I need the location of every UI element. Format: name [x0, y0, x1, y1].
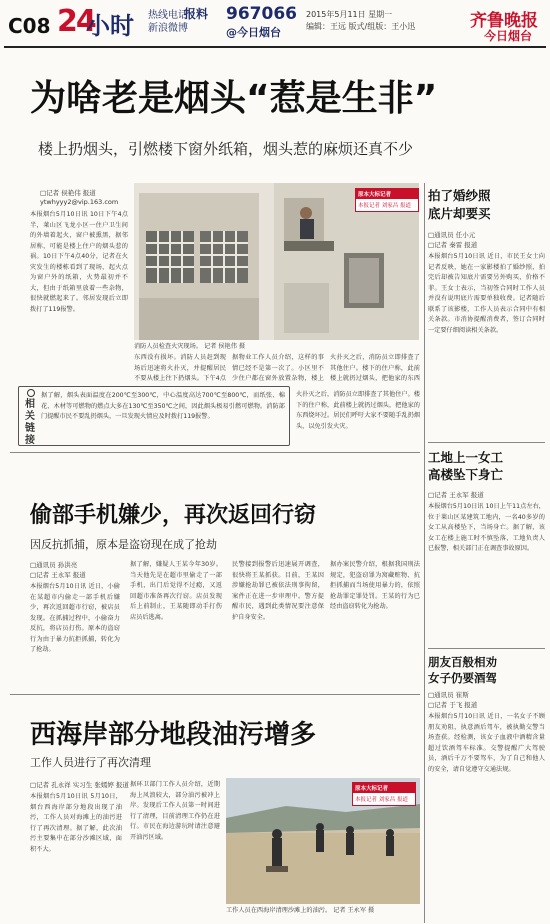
story2-col4: 据办案民警介绍，根据我国刑法规定，犯盗窃罪为窝藏赃物、抗拒抓捕而当场使用暴力的，依照抢劫罪定罪处罚。王某的行为已经由盗窃转化为抢劫。: [330, 561, 420, 610]
side3-byline: □通讯员 崔斯: [428, 691, 469, 699]
related-label: 相关链接: [25, 399, 35, 446]
story3-badge-title: 原本大标记者: [353, 783, 415, 793]
page-code: C08: [8, 14, 51, 38]
issue-date: 2015年5月11日 星期一: [306, 10, 393, 19]
section-name: 今日烟台: [484, 29, 533, 43]
story2-byline: □通讯员 孙洪亮: [30, 561, 78, 569]
side2-headline-1: 工地上一女工: [428, 450, 504, 465]
story1-headline: 为啥老是烟头“惹是生非”: [30, 78, 438, 119]
related-info-box: [18, 386, 290, 446]
story1-photo-caption: 消防人员检查火灾现场。 记者 侯艳伟 摄: [134, 343, 246, 350]
story2-col1: 本报烟台5月10日讯 近日，小偷在某超市内偷走一部手机后嫌少，再次返回超市行窃，被店员发现。在抓捕过程中，小偷奋力反抗，将店员打伤。原本的盗窃行为由于暴力抗拒抓捕，转化为了抢劫。: [30, 583, 120, 653]
hotline-tag: 报料: [184, 7, 209, 21]
side1-byline2: □记者 秦雷 报道: [428, 241, 478, 249]
hotline-label: 热线电话: [148, 10, 188, 21]
story1-subhead: 楼上扔烟头，引燃楼下窗外纸箱，烟头惹的麻烦还真不少: [38, 140, 414, 158]
story-separator-2: [10, 694, 420, 695]
hotline-badge-title: 原本大标记者: [356, 189, 418, 199]
side-separator-2: [428, 648, 545, 649]
weibo-label: 新浪微博: [148, 23, 188, 34]
story3-col2: 据环卫部门工作人员介绍，近期海上风浪较大，部分油污被冲上岸。发现后工作人员第一时间进行了清理，目前清理工作仍在进行。市民在海边游玩时请注意避开油污区域。: [130, 781, 220, 841]
side3-byline2: □记者 于飞 报道: [428, 701, 478, 709]
story1-email: ytwhyyy2@vip.163.com: [40, 198, 119, 206]
story2-col2: 据了解，嫌疑人王某今年30岁。当天他先是在超市里偷走了一部手机，出门后觉得不过瘾，又返回超市准备再次行窃。店员发现后上前制止，王某随即动手打伤店员后逃离。: [130, 561, 222, 621]
masthead: [0, 0, 550, 46]
info-circle-icon: [27, 389, 35, 397]
side2-byline: □记者 王永军 报道: [428, 491, 484, 499]
story3-subhead: 工作人员进行了再次清理: [30, 756, 151, 769]
side1-headline-1: 拍了婚纱照: [428, 188, 491, 203]
side1-headline-2: 底片却要买: [428, 206, 491, 221]
story1-col2: 东西没有损坏。消防人员赶到现场后迅速将火扑灭，并提醒居民不要从楼上往下扔烟头。下午4点: [134, 354, 226, 382]
story1-byline: □记者 侯艳伟 报道: [40, 189, 96, 197]
editors: 编辑：王远 版式/组版：王小迅: [306, 22, 416, 31]
side1-byline: □通讯员 任小元: [428, 231, 476, 239]
story2-headline: 偷部手机嫌少，再次返回行窃: [30, 503, 317, 528]
weibo-handle: @今日烟台: [226, 26, 281, 39]
side3-text: 本报烟台5月10日讯 近日，一名女子不顾朋友劝阻，执意酒后驾车，被执勤交警当场查获。经检测，该女子血液中酒精含量超过饮酒驾车标准。交警提醒广大驾驶员，酒后千万不要驾车，为了自己和他人的安全，请自觉遵守交通法规。: [428, 713, 545, 773]
side2-text: 本报烟台5月10日讯 10日上午11点左右，位于莱山区某建筑工地内，一名40多岁的女工从高楼坠下，当场身亡。据了解，该女工在楼上施工时不慎坠落，工地负责人已报警，相关部门正在调查事故原因。: [428, 503, 545, 552]
story1-col1: 本报烟台5月10日讯 10日下午4点半，莱山区飞龙小区一住户卫生间的外墙着起火，窗户被熏黑，据邻居称，可能是楼上住户的烟头惹的祸。10日下午4点40分，记者在火灾发生的楼栋看到了现场，起火点为窗户外的纸箱，火势最初并不大，但由于纸箱里放着一些杂物，很快就燃起来了。邻居发现后立即拨打了119报警。: [30, 211, 128, 313]
related-text: 据了解，烟头表面温度在200℃至300℃，中心温度高达700℃至800℃，而纸张、棉花、木材等可燃物的燃点大多在130℃至350℃之间，因此烟头极易引燃可燃物。消防部门提醒市民不要乱扔烟头，一旦发现火情应及时拨打119报警。: [41, 392, 285, 420]
newspaper-brand: 齐鲁晚报: [470, 11, 538, 31]
story3-byline: □记者 孔永祥 实习生 张嫣婷 报道: [30, 781, 129, 789]
story2-col3: 民警接到报警后迅速展开调查，很快将王某抓获。目前，王某因涉嫌抢劫罪已被依法刑事拘留，案件正在进一步审理中。警方提醒市民，遇到此类情况要注意保护自身安全。: [232, 561, 324, 621]
story1-hotline-badge: [355, 188, 419, 212]
side-separator-1: [428, 442, 545, 443]
story3-col1: 本报烟台5月10日讯 5月10日，烟台西海岸部分地段出现了油污，工作人员对海滩上的油污进行了再次清理。据了解，此次油污主要集中在部分沙滩区域，面积不大。: [30, 793, 122, 853]
story3-hotline-badge: [352, 782, 416, 806]
story-separator-1: [10, 452, 420, 453]
side3-headline-1: 朋友百般相劝: [428, 655, 497, 669]
column-divider: [424, 183, 425, 923]
story3-badge-text: 本报记者 刘家昌 报道: [355, 797, 408, 803]
story1-col5: 火扑灭之后，消防员立即排查了其他住户。楼下的住户称，此前楼上就扔过烟头，把他家的东西烧坏过。居民们呼吁大家不要随手乱扔烟头，以免引发火灾。: [296, 391, 420, 430]
hotline-labels: [148, 9, 188, 35]
dateline: [306, 9, 415, 33]
side1-text: 本报烟台5月10日讯 近日，市民王女士向记者反映，她在一家影楼拍了婚纱照，拍完后却被告知底片需要另外购买，价格不菲。王女士表示，当初签合同时工作人员并没有说明底片需要单独收费。记者随后联系了该影楼，工作人员表示合同中有相关条款。市消协提醒消费者，签订合同时一定要仔细阅读相关条款。: [428, 253, 545, 334]
side3-headline-2: 女子仍要酒驾: [428, 671, 497, 685]
story1-col3: 据物业工作人员介绍，这样的事情已经不是第一次了。小区里不少住户都在窗外放置杂物，楼上: [232, 354, 324, 382]
side2-headline-2: 高楼坠下身亡: [428, 467, 504, 482]
hotline-badge-text: 本报记者 刘家昌 报道: [358, 203, 411, 209]
story3-photo-caption: 工作人员在西海岸清理沙滩上的油污。 记者 王永军 摄: [226, 907, 375, 914]
story3-headline: 西海岸部分地段油污增多: [30, 720, 317, 750]
story1-col4: 火扑灭之后，消防员立即排查了其他住户。楼下的住户称，此前楼上就扔过烟头，把他家的东西: [330, 354, 420, 382]
story2-byline2: □记者 王永军 报道: [30, 571, 86, 579]
logo-word: 小时: [86, 12, 134, 40]
hotline-number: 967066: [226, 4, 297, 24]
masthead-rule: [4, 46, 546, 48]
logo-number: 24: [57, 4, 95, 39]
story2-subhead: 因反抗抓捕，原本是盗窃现在成了抢劫: [30, 538, 217, 551]
